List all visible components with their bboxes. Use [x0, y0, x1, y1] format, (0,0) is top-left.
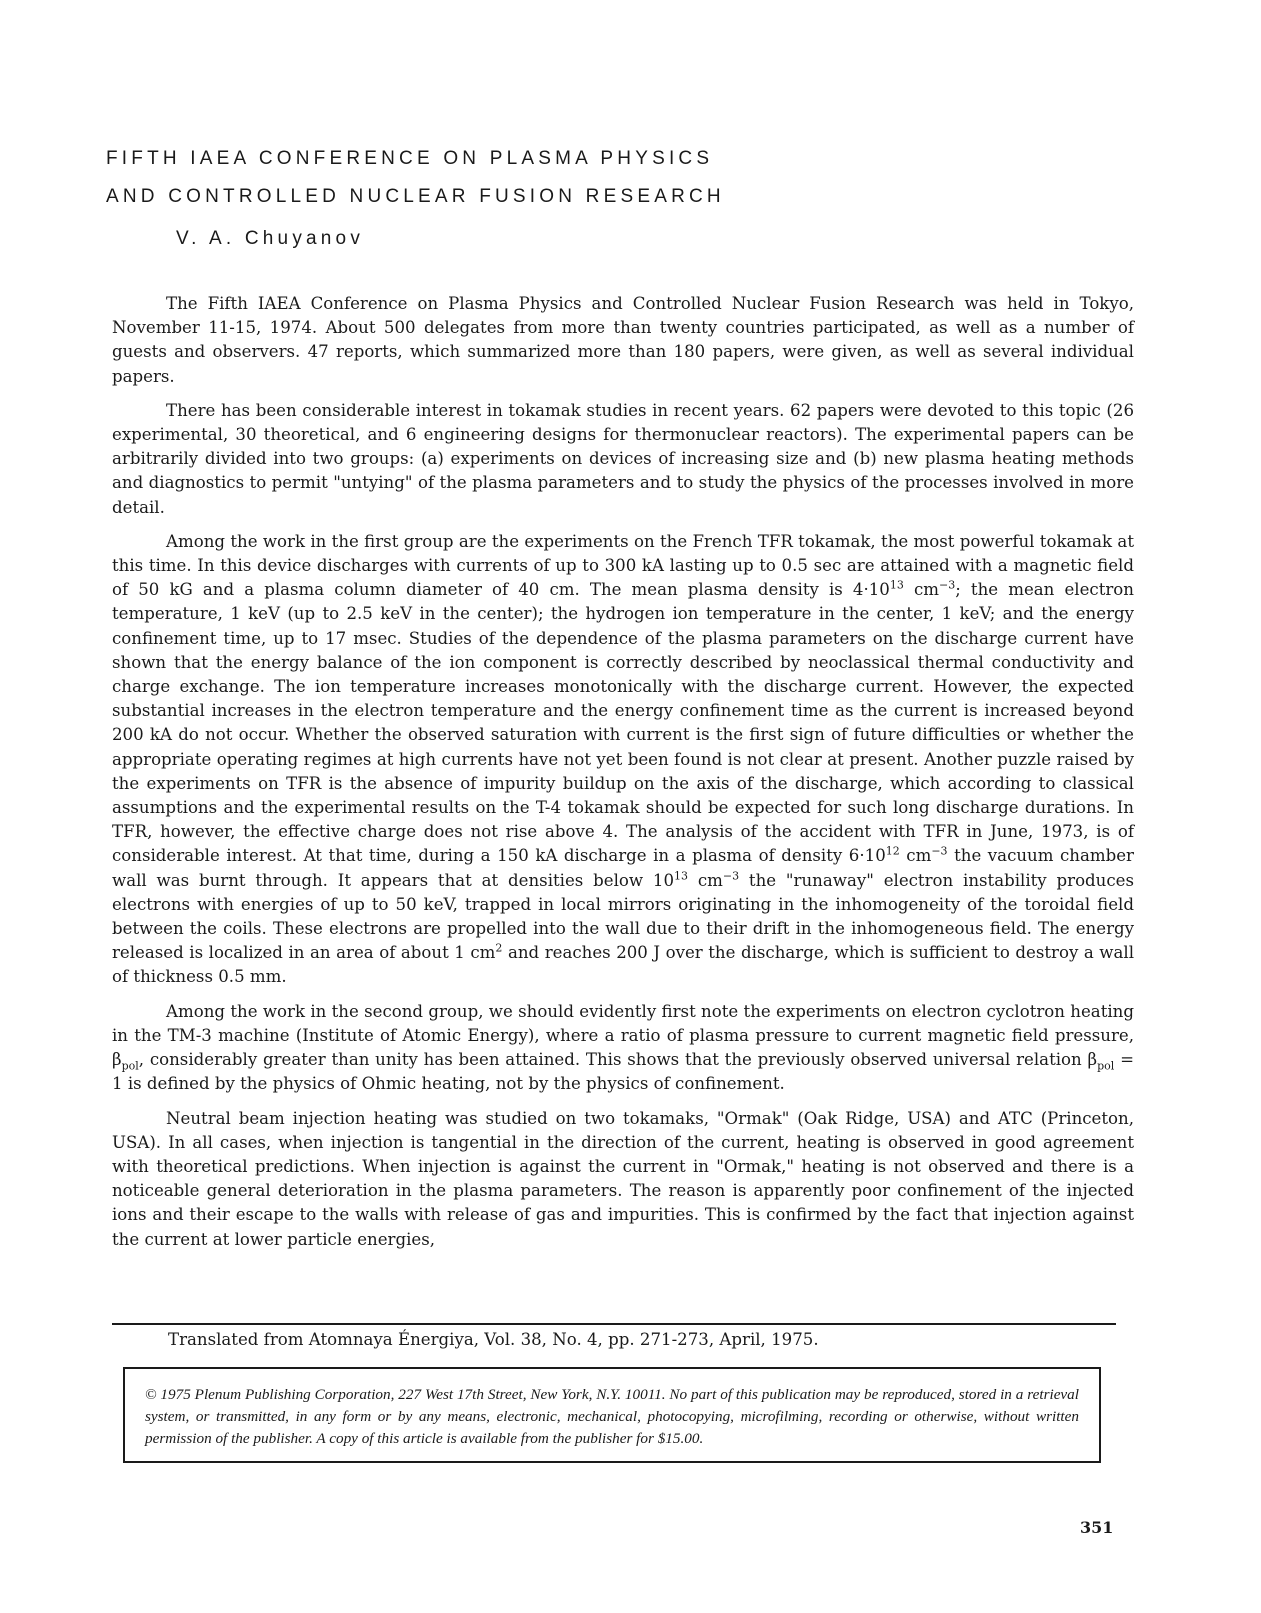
paragraph-4: [112, 1000, 1134, 1097]
paragraph-3-text: and reaches 200 J over the discharge, which is sufficient to destroy a wall of thickness 0.5 mm.: [112, 943, 1135, 987]
exponent: 2: [495, 941, 503, 955]
exponent: 13: [889, 578, 904, 592]
copyright-notice: © 1975 Plenum Publishing Corporation, 227 West 17th Street, New York, N.Y. 10011. No part of this publication may be reproduced, stored in a retrieval system, or transmitted, in any form or by any means, electronic, mechanical, photocopying, microfilming, recording or otherwise, without written permission of the publisher. A copy of this article is available from the publisher for $15.00.: [145, 1386, 1079, 1447]
exponent: −3: [722, 869, 740, 883]
exponent: 12: [885, 844, 900, 858]
title-line-1: FIFTH IAEA CONFERENCE ON PLASMA PHYSICS: [106, 148, 714, 169]
exponent: −3: [939, 578, 956, 592]
paragraph-3-text: Among the work in the first group are the experiments on the French TFR tokamak, the most powerful tokamak at this time. In this device discharges with currents of up to 300 kA lasting up to 0.5 sec are attained with a magnetic field of 50 kG and a plasma column diameter of 40 cm. The mean plasma density is 4·10: [112, 531, 1134, 600]
exponent: −3: [931, 844, 948, 858]
article-body: [112, 292, 1134, 1262]
paragraph-2: There has been considerable interest in tokamak studies in recent years. 62 papers were devoted to this topic (26 experimental, 30 theoretical, and 6 engineering designs for thermonuclear reactors). The experimental papers can be arbitrarily divided into two groups: (a) experiments on devices of increasing size and (b) new plasma heating methods and diagnostics to permit "untying" of the plasma parameters and to study the physics of the processes involved in more detail.: [112, 400, 1134, 517]
paragraph-4-text: , considerably greater than unity has been attained. This shows that the previously observed universal relation β: [138, 1050, 1098, 1070]
page-number: 351: [1080, 1518, 1114, 1537]
paragraph-3-text: the vacuum chamber wall was burnt through. It appears that at densities below 10: [112, 846, 1134, 890]
translation-source: Translated from Atomnaya Énergiya, Vol. 38, No. 4, pp. 271-273, April, 1975.: [168, 1330, 819, 1349]
paragraph-3-text: cm: [688, 870, 723, 890]
paragraph-3: [112, 530, 1134, 990]
paragraph-4-text: = 1 is defined by the physics of Ohmic heating, not by the physics of confinement.: [112, 1050, 1134, 1094]
paragraph-3-text: cm: [899, 846, 932, 866]
paragraph-1: The Fifth IAEA Conference on Plasma Physics and Controlled Nuclear Fusion Research was held in Tokyo, November 11-15, 1974. About 500 delegates from more than twenty countries participated, as well as a number of guests and observers. 47 reports, which summarized more than 180 papers, were given, as well as several individual papers.: [112, 294, 1134, 386]
exponent: 13: [674, 869, 689, 883]
paragraph-3-text: cm: [903, 580, 940, 600]
author-name: V. A. Chuyanov: [176, 228, 365, 249]
subscript: pol: [1097, 1059, 1115, 1073]
footnote-divider: [112, 1323, 1116, 1325]
article-title: [106, 140, 725, 216]
paragraph-3-text: ; the mean electron temperature, 1 keV (up to 2.5 keV in the center); the hydrogen ion temperature in the center, 1 keV; and the energy confinement time, up to 17 msec. Studies of the dependence of the plasma parameters on the discharge current have shown that the energy balance of the ion component is correctly described by neoclassical thermal conductivity and charge exchange. The ion temperature increases monotonically with the discharge current. However, the expected substantial increases in the electron temperature and the energy confinement time as the current is increased beyond 200 kA do not occur. Whether the observed saturation with current is the first sign of future difficulties or whether the appropriate operating regimes at high currents have not yet been found is not clear at present. Another puzzle raised by the experiments on TFR is the absence of impurity buildup on the axis of the discharge, which according to classical assumptions and the experimental results on the T-4 tokamak should be expected for such long discharge durations. In TFR, however, the effective charge does not rise above 4. The analysis of the accident with TFR in June, 1973, is of considerable interest. At that time, during a 150 kA discharge in a plasma of density 6·10: [112, 580, 1134, 866]
paragraph-3-text: the "runaway" electron instability produces electrons with energies of up to 50 keV, trapped in local mirrors originating in the inhomogeneity of the toroidal field between the coils. These electrons are propelled into the wall due to their drift in the inhomogeneous field. The energy released is localized in an area of about 1 cm: [112, 870, 1134, 963]
subscript: pol: [121, 1059, 139, 1073]
paragraph-5: Neutral beam injection heating was studied on two tokamaks, "Ormak" (Oak Ridge, USA) and ATC (Princeton, USA). In all cases, when injection is tangential in the direction of the current, heating is observed in good agreement with theoretical predictions. When injection is against the current in "Ormak," heating is not observed and there is a noticeable general deterioration in the plasma parameters. The reason is apparently poor confinement of the injected ions and their escape to the walls with release of gas and impurities. This is confirmed by the fact that injection against the current at lower particle energies,: [112, 1108, 1134, 1249]
copyright-box: [123, 1367, 1101, 1463]
paragraph-4-text: Among the work in the second group, we should evidently first note the experiments on electron cyclotron heating in the TM-3 machine (Institute of Atomic Energy), where a ratio of plasma pressure to current magnetic field pressure, β: [112, 1001, 1134, 1070]
title-line-2: AND CONTROLLED NUCLEAR FUSION RESEARCH: [106, 186, 725, 207]
